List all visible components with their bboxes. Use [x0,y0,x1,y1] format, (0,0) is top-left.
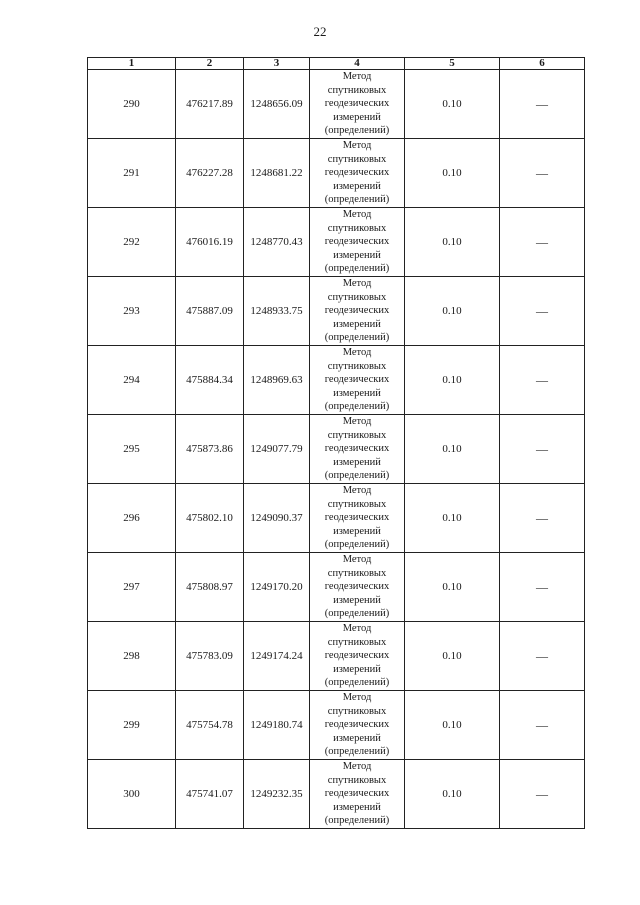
point-number-cell: 290 [88,70,176,139]
x-coordinate-cell: 475887.09 [176,277,244,346]
method-text-line: (определений) [324,539,390,551]
y-coordinate-cell: 1249077.79 [244,415,310,484]
method-text-line: Метод [342,71,372,83]
accuracy-cell: 0.10 [405,691,500,760]
y-coordinate-cell: 1248933.75 [244,277,310,346]
y-coordinate-cell: 1249090.37 [244,484,310,553]
method-text-line: Метод [342,416,372,428]
method-text-line: Метод [342,485,372,497]
accuracy-cell: 0.10 [405,277,500,346]
column-header: 4 [310,58,405,70]
method-text-line: Метод [342,140,372,152]
column-header: 5 [405,58,500,70]
note-cell: — [500,553,585,622]
table-body [88,70,585,829]
y-coordinate-cell: 1248656.09 [244,70,310,139]
method-text-line: геодезических [324,236,390,248]
table-row [88,691,585,760]
method-text-line: измерений [333,594,381,606]
method-text-line: спутниковых [327,360,387,372]
method-cell [310,760,405,829]
table-row [88,760,585,829]
table-row [88,346,585,415]
method-text-line: (определений) [324,125,390,137]
note-cell: — [500,760,585,829]
column-header: 1 [88,58,176,70]
coordinates-table [87,57,585,829]
method-text-line: геодезических [324,167,390,179]
x-coordinate-cell: 475741.07 [176,760,244,829]
method-text-line: (определений) [324,815,390,827]
method-text-line: Метод [342,209,372,221]
method-text-line: измерений [333,180,381,192]
table-row [88,70,585,139]
y-coordinate-cell: 1249180.74 [244,691,310,760]
method-text-line: спутниковых [327,705,387,717]
method-text-line: измерений [333,732,381,744]
method-text-line: геодезических [324,512,390,524]
method-text-line: спутниковых [327,429,387,441]
table-row [88,553,585,622]
point-number-cell: 298 [88,622,176,691]
note-cell: — [500,691,585,760]
method-text-line: геодезических [324,719,390,731]
note-cell: — [500,622,585,691]
column-header: 2 [176,58,244,70]
method-cell [310,691,405,760]
point-number-cell: 292 [88,208,176,277]
x-coordinate-cell: 476227.28 [176,139,244,208]
method-text-line: (определений) [324,746,390,758]
method-text-line: измерений [333,249,381,261]
method-text-line: измерений [333,663,381,675]
page-number: 22 [313,24,327,39]
method-text-line: (определений) [324,470,390,482]
method-text-line: измерений [333,318,381,330]
accuracy-cell: 0.10 [405,553,500,622]
column-header: 6 [500,58,585,70]
point-number-cell: 295 [88,415,176,484]
table-row [88,208,585,277]
accuracy-cell: 0.10 [405,760,500,829]
point-number-cell: 297 [88,553,176,622]
accuracy-cell: 0.10 [405,415,500,484]
note-cell: — [500,70,585,139]
method-text-line: геодезических [324,650,390,662]
method-cell [310,553,405,622]
accuracy-cell: 0.10 [405,346,500,415]
method-text-line: (определений) [324,332,390,344]
method-text-line: Метод [342,761,372,773]
x-coordinate-cell: 475783.09 [176,622,244,691]
method-text-line: Метод [342,623,372,635]
method-text-line: (определений) [324,263,390,275]
accuracy-cell: 0.10 [405,208,500,277]
method-text-line: (определений) [324,401,390,413]
x-coordinate-cell: 475884.34 [176,346,244,415]
note-cell: — [500,346,585,415]
method-cell [310,70,405,139]
note-cell: — [500,277,585,346]
method-text-line: (определений) [324,608,390,620]
method-text-line: геодезических [324,788,390,800]
method-text-line: геодезических [324,374,390,386]
method-text-line: (определений) [324,194,390,206]
table-header-row [88,58,585,70]
table-row [88,622,585,691]
point-number-cell: 296 [88,484,176,553]
note-cell: — [500,208,585,277]
method-text-line: Метод [342,692,372,704]
table-row [88,139,585,208]
method-text-line: Метод [342,278,372,290]
method-text-line: Метод [342,347,372,359]
method-cell [310,622,405,691]
point-number-cell: 293 [88,277,176,346]
method-text-line: спутниковых [327,222,387,234]
method-text-line: спутниковых [327,567,387,579]
method-text-line: геодезических [324,98,390,110]
y-coordinate-cell: 1248969.63 [244,346,310,415]
y-coordinate-cell: 1249174.24 [244,622,310,691]
y-coordinate-cell: 1248770.43 [244,208,310,277]
accuracy-cell: 0.10 [405,139,500,208]
method-cell [310,415,405,484]
x-coordinate-cell: 476016.19 [176,208,244,277]
x-coordinate-cell: 475873.86 [176,415,244,484]
note-cell: — [500,484,585,553]
point-number-cell: 294 [88,346,176,415]
method-text-line: геодезических [324,443,390,455]
x-coordinate-cell: 475808.97 [176,553,244,622]
method-text-line: спутниковых [327,498,387,510]
point-number-cell: 299 [88,691,176,760]
note-cell: — [500,415,585,484]
method-text-line: геодезических [324,305,390,317]
y-coordinate-cell: 1248681.22 [244,139,310,208]
method-text-line: Метод [342,554,372,566]
method-text-line: измерений [333,111,381,123]
method-cell [310,208,405,277]
method-cell [310,277,405,346]
table-row [88,415,585,484]
method-cell [310,139,405,208]
table-row [88,277,585,346]
x-coordinate-cell: 475754.78 [176,691,244,760]
x-coordinate-cell: 476217.89 [176,70,244,139]
note-cell: — [500,139,585,208]
method-text-line: измерений [333,525,381,537]
method-cell [310,346,405,415]
point-number-cell: 291 [88,139,176,208]
method-cell [310,484,405,553]
method-text-line: спутниковых [327,291,387,303]
method-text-line: измерений [333,387,381,399]
accuracy-cell: 0.10 [405,484,500,553]
accuracy-cell: 0.10 [405,622,500,691]
method-text-line: измерений [333,801,381,813]
table-row [88,484,585,553]
method-text-line: спутниковых [327,84,387,96]
method-text-line: спутниковых [327,153,387,165]
method-text-line: спутниковых [327,774,387,786]
method-text-line: спутниковых [327,636,387,648]
method-text-line: геодезических [324,581,390,593]
accuracy-cell: 0.10 [405,70,500,139]
column-header: 3 [244,58,310,70]
method-text-line: измерений [333,456,381,468]
method-text-line: (определений) [324,677,390,689]
point-number-cell: 300 [88,760,176,829]
y-coordinate-cell: 1249232.35 [244,760,310,829]
y-coordinate-cell: 1249170.20 [244,553,310,622]
x-coordinate-cell: 475802.10 [176,484,244,553]
